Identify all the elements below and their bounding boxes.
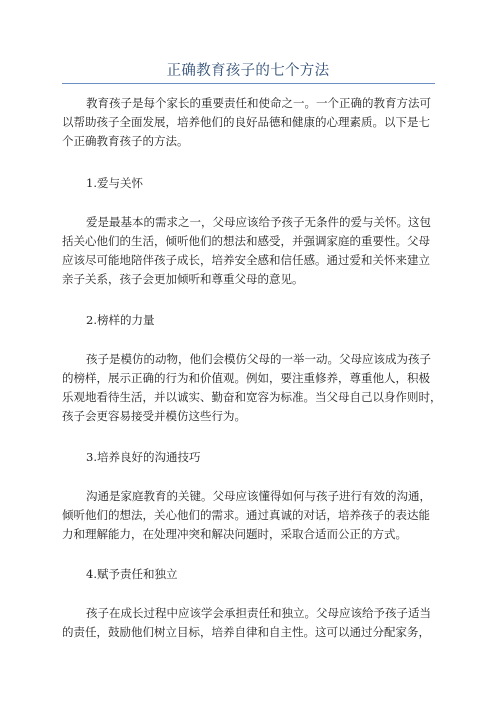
intro-paragraph [62,94,448,151]
intro-line: 教育孩子是每个家长的重要责任和使命之一。一个正确的教育方法可 [86,96,431,110]
section-paragraph-communication [62,487,448,544]
paragraph-line: 孩子是模仿的动物，他们会模仿父母的一举一动。父母应该成为孩子 [86,352,431,366]
intro-line: 个正确教育孩子的方法。 [62,134,189,148]
title-underline [62,83,435,84]
paragraph-line: 括关心他们的生活，倾听他们的想法和感受，并强调家庭的重要性。父母 [62,234,430,248]
paragraph-line: 亲子关系，孩子会更加倾听和尊重父母的意见。 [62,272,304,286]
paragraph-line: 的责任，鼓励他们树立目标，培养自律和自主性。这可以通过分配家务， [62,625,430,639]
paragraph-line: 乐观地看待生活，并以诚实、勤奋和宽容为标准。当父母自己以身作则时， [62,390,442,404]
section-paragraph-responsibility [62,604,448,642]
paragraph-line: 沟通是家庭教育的关键。父母应该懂得如何与孩子进行有效的沟通， [86,489,431,503]
section-heading-role-model: 2.榜样的力量 [86,313,155,327]
paragraph-line: 力和理解能力，在处理冲突和解决问题时，采取合适而公正的方式。 [62,527,407,541]
document-title: 正确教育孩子的七个方法 [166,63,330,79]
paragraph-line: 孩子在成长过程中应该学会承担责任和独立。父母应该给予孩子适当 [86,606,431,620]
paragraph-line: 的榜样，展示正确的行为和价值观。例如，要注重修养，尊重他人，积极 [62,371,430,385]
section-heading-responsibility: 4.赋予责任和独立 [86,567,178,581]
section-paragraph-love-care [62,213,448,289]
section-heading-communication: 3.培养良好的沟通技巧 [86,450,201,464]
paragraph-line: 爱是最基本的需求之一，父母应该给予孩子无条件的爱与关怀。这包 [86,215,431,229]
intro-line: 以帮助孩子全面发展，培养他们的良好品德和健康的心理素质。以下是七 [62,115,430,129]
paragraph-line: 孩子会更容易接受并模仿这些行为。 [62,409,246,423]
paragraph-line: 应该尽可能地陪伴孩子成长，培养安全感和信任感。通过爱和关怀来建立 [62,253,430,267]
paragraph-line: 倾听他们的想法，关心他们的需求。通过真诚的对话，培养孩子的表达能 [62,508,430,522]
section-heading-love-care: 1.爱与关怀 [86,176,143,190]
section-paragraph-role-model [62,350,448,426]
